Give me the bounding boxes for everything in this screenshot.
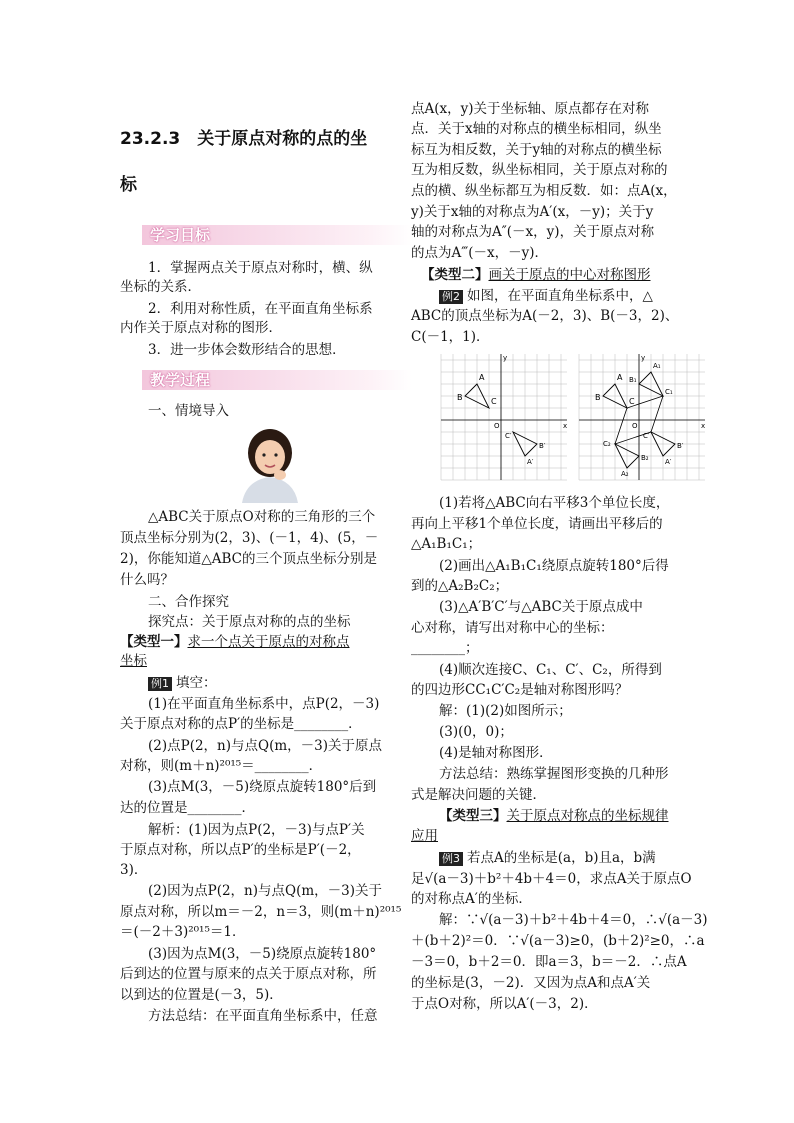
label-C-prime: C′ bbox=[505, 432, 512, 440]
q-line: 到的△A₂B₂C₂； bbox=[411, 578, 509, 594]
label-A2: A₂ bbox=[621, 470, 629, 478]
q-line: △A₁B₁C₁； bbox=[411, 536, 482, 552]
type1-title: 求一个点关于原点的对称点 bbox=[187, 634, 350, 650]
type3-title-cont: 应用 bbox=[411, 828, 438, 844]
ex1-line: 于原点对称，所以点P′的坐标是P′(－2， bbox=[120, 842, 361, 858]
ex1-line: (3)点M(3，－5)绕原点旋转180°后到 bbox=[148, 779, 377, 795]
example3-tag: 例3 bbox=[439, 852, 463, 866]
coop-heading: 二、合作探究 bbox=[148, 594, 229, 610]
ex3-line: ＋(b＋2)²＝0．∵√(a－3)≥0，(b＋2)²≥0，∴a bbox=[411, 933, 705, 949]
method-cont: 点．关于x轴的对称点的横坐标相同，纵坐 bbox=[411, 121, 662, 137]
ex1-line: 3)． bbox=[120, 862, 148, 878]
y-axis-label: y bbox=[503, 354, 508, 362]
example1-prompt: 填空： bbox=[176, 675, 217, 691]
q-line: (3)(0，0)； bbox=[439, 724, 513, 740]
q-line: 的四边形CC₁C′C₂是轴对称图形吗？ bbox=[411, 682, 629, 698]
ex2-line: ABC的顶点坐标为A(－2，3)、B(－3，2)、 bbox=[411, 308, 679, 324]
method-cont: 互为相反数，纵坐标相同，关于原点对称的 bbox=[411, 162, 668, 178]
label-A1: A₁ bbox=[653, 362, 661, 370]
ex1-line: 后到达的位置与原来的点关于原点对称，所 bbox=[120, 966, 377, 982]
section-title: 23.2.3 关于原点对称的点的坐 bbox=[120, 129, 368, 149]
ex1-line: 方法总结：在平面直角坐标系中，任意 bbox=[148, 1008, 378, 1024]
label-B-prime: B′ bbox=[677, 442, 684, 450]
label-C1: C₁ bbox=[665, 388, 673, 396]
ex2-line: C(－1，1)． bbox=[411, 329, 490, 345]
method-cont: 轴的对称点为A″(－x，y)，关于原点对称 bbox=[411, 224, 655, 240]
section-title-cont: 标 bbox=[120, 175, 137, 195]
intro-text: 顶点坐标分别为(2，3)、(－1，4)、(5，－ bbox=[120, 530, 379, 546]
ex3-line: －3＝0，b＋2＝0．即a＝3，b＝－2．∴点A bbox=[411, 954, 687, 970]
ex3-line: 解：∵√(a－3)＋b²＋4b＋4＝0，∴√(a－3) bbox=[439, 912, 708, 928]
origin-label: O bbox=[494, 422, 500, 430]
goals-banner bbox=[142, 225, 412, 245]
example1-heading bbox=[148, 674, 217, 693]
ex2-line: 如图，在平面直角坐标系中，△ bbox=[467, 288, 653, 304]
q-line: 解：(1)(2)如图所示； bbox=[439, 703, 572, 719]
example3-heading bbox=[439, 849, 656, 868]
girl-photo bbox=[232, 425, 308, 503]
q-line: 心对称，请写出对称中心的坐标： bbox=[411, 620, 614, 636]
q-line: (4)顺次连接C、C₁、C′、C₂，所得到 bbox=[439, 662, 662, 678]
method-cont: y)关于x轴的对称点为A′(x，－y)；关于y bbox=[411, 204, 654, 220]
label-A-prime: A′ bbox=[665, 458, 672, 466]
q-line: 方法总结：熟练掌握图形变换的几种形 bbox=[439, 766, 669, 782]
intro-text: 2)，你能知道△ABC的三个顶点坐标分别是 bbox=[120, 551, 377, 567]
ex1-line: 达的位置是________． bbox=[120, 800, 255, 816]
type3-title: 关于原点对称点的坐标规律 bbox=[506, 808, 669, 824]
goal-line: 坐标的关系． bbox=[120, 279, 201, 295]
goal-line: 1．掌握两点关于原点对称时，横、纵 bbox=[148, 260, 373, 276]
label-C: C bbox=[629, 397, 635, 406]
label-C-prime: C′ bbox=[643, 432, 650, 440]
graph-original bbox=[439, 352, 571, 482]
ex3-line: 于点O对称，所以A′(－3，2)． bbox=[411, 996, 598, 1012]
ex1-line: 原点对称，所以m＝－2，n＝3，则(m＋n)²⁰¹⁵ bbox=[120, 904, 402, 920]
label-B1: B₁ bbox=[629, 376, 637, 384]
goals-banner-label: 学习目标 bbox=[150, 226, 211, 244]
ex1-line: 对称，则(m＋n)²⁰¹⁵＝________． bbox=[120, 758, 323, 774]
type3-heading-cont bbox=[411, 827, 438, 846]
ex1-line: (3)因为点M(3，－5)绕原点旋转180° bbox=[148, 946, 377, 962]
type1-title-cont: 坐标 bbox=[120, 653, 147, 669]
ex1-line: 关于原点对称的点P′的坐标是________． bbox=[120, 716, 362, 732]
ex3-line: 足√(a－3)＋b²＋4b＋4＝0，求点A关于原点O bbox=[411, 871, 692, 887]
q-line: (3)△A′B′C′与△ABC关于原点成中 bbox=[439, 599, 643, 615]
label-B: B bbox=[457, 393, 463, 402]
goal-line: 3．进一步体会数形结合的思想． bbox=[148, 342, 346, 358]
ex1-line: 解析：(1)因为点P(2，－3)与点P′关 bbox=[148, 822, 365, 838]
label-C: C bbox=[491, 397, 497, 406]
type3-heading bbox=[439, 807, 669, 826]
y-axis-label: y bbox=[641, 354, 646, 362]
ex3-line: 的对称点A′的坐标． bbox=[411, 891, 532, 907]
x-axis-label: x bbox=[563, 422, 568, 430]
intro-text: 什么吗？ bbox=[120, 572, 174, 588]
x-axis-label: x bbox=[701, 422, 706, 430]
origin-label: O bbox=[632, 422, 638, 430]
q-line: (1)若将△ABC向右平移3个单位长度， bbox=[439, 495, 670, 511]
ex3-line: 的坐标是(3，－2)．又因为点A和点A′关 bbox=[411, 975, 651, 991]
label-C2: C₂ bbox=[603, 440, 611, 448]
label-B2: B₂ bbox=[641, 454, 649, 462]
q-line: (4)是轴对称图形． bbox=[439, 745, 553, 761]
goal-line: 内作关于原点对称的图形． bbox=[120, 320, 282, 336]
ex1-line: ＝(－2＋3)²⁰¹⁵＝1． bbox=[120, 924, 246, 940]
type1-heading-cont bbox=[120, 652, 147, 671]
q-line: (2)画出△A₁B₁C₁绕原点旋转180°后得 bbox=[439, 558, 669, 574]
example2-heading bbox=[439, 287, 653, 306]
type1-prefix: 【类型一】 bbox=[120, 634, 188, 650]
type3-prefix: 【类型三】 bbox=[439, 808, 507, 824]
type2-title: 画关于原点的中心对称图形 bbox=[488, 267, 651, 283]
method-cont: 点的横、纵坐标都互为相反数．如：点A(x， bbox=[411, 183, 677, 199]
graph-solution bbox=[577, 352, 709, 482]
ex3-line: 若点A的坐标是(a，b)且a，b满 bbox=[467, 850, 656, 866]
process-banner-label: 教学过程 bbox=[150, 371, 211, 389]
ex1-line: 以到达的位置是(－3，5)． bbox=[120, 987, 283, 1003]
explore-point: 探究点：关于原点对称的点的坐标 bbox=[148, 614, 351, 630]
goal-line: 2．利用对称性质，在平面直角坐标系 bbox=[148, 301, 373, 317]
type2-prefix: 【类型二】 bbox=[421, 267, 489, 283]
ex1-line: (2)点P(2，n)与点Q(m，－3)关于原点 bbox=[148, 738, 383, 754]
intro-text: △ABC关于原点O对称的三角形的三个 bbox=[148, 509, 376, 525]
example1-tag: 例1 bbox=[148, 677, 172, 691]
method-cont: 标互为相反数，关于y轴的对称点的横坐标 bbox=[411, 142, 662, 158]
method-cont: 点A(x，y)关于坐标轴、原点都存在对称 bbox=[411, 101, 650, 117]
q-line: 再向上平移1个单位长度，请画出平移后的 bbox=[411, 516, 663, 532]
intro-heading: 一、情境导入 bbox=[148, 403, 229, 419]
ex1-line: (2)因为点P(2，n)与点Q(m，－3)关于 bbox=[148, 883, 383, 899]
label-B-prime: B′ bbox=[539, 442, 546, 450]
label-A: A bbox=[479, 373, 485, 382]
label-A: A bbox=[617, 373, 623, 382]
q-line: 式是解决问题的关键． bbox=[411, 787, 546, 803]
ex1-line: (1)在平面直角坐标系中，点P(2，－3) bbox=[148, 696, 380, 712]
method-cont: 的点为A‴(－x，－y)． bbox=[411, 245, 549, 261]
label-B: B bbox=[595, 393, 601, 402]
process-banner bbox=[142, 370, 412, 390]
label-A-prime: A′ bbox=[527, 458, 534, 466]
example2-tag: 例2 bbox=[439, 290, 463, 304]
type1-heading bbox=[120, 633, 350, 652]
type2-heading bbox=[421, 266, 651, 285]
q-line: ________； bbox=[411, 640, 479, 656]
